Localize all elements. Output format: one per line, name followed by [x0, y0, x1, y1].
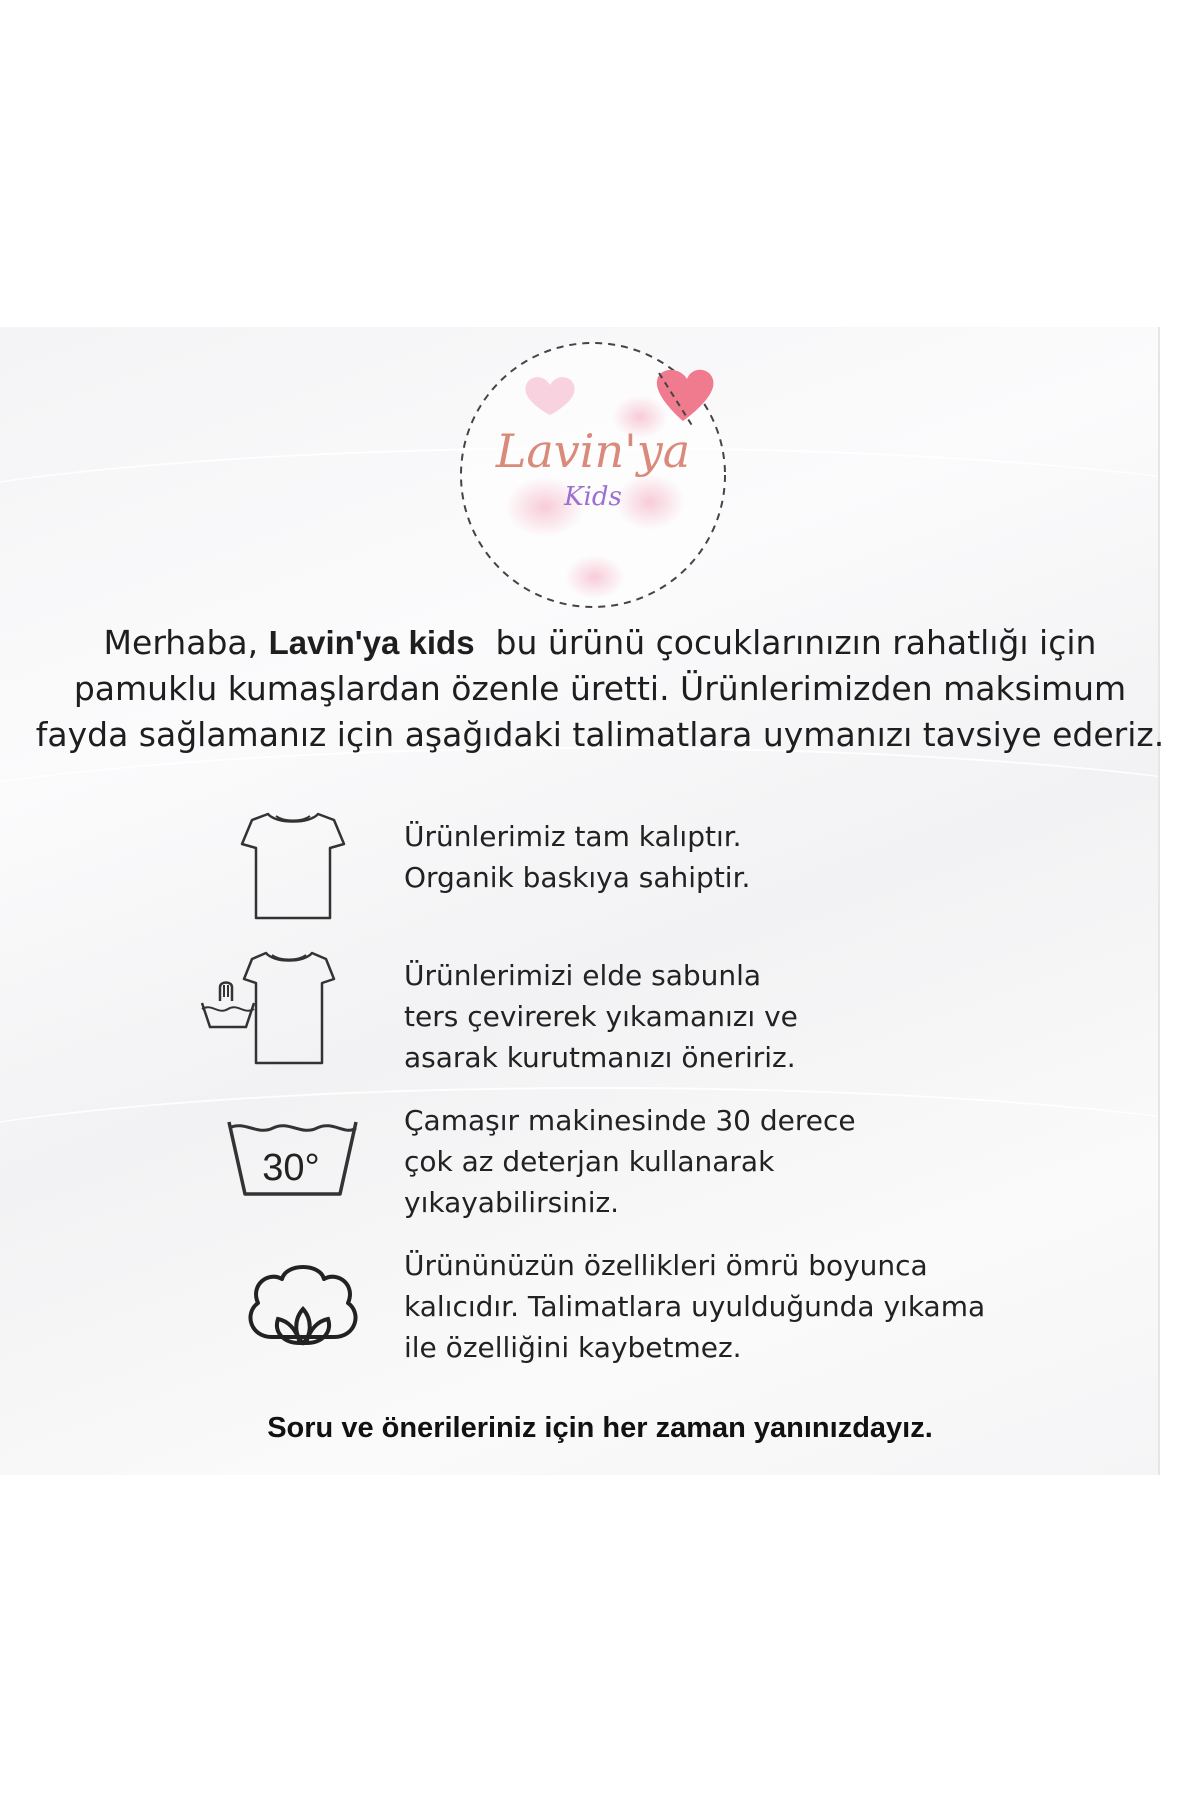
intro-line2: pamuklu kumaşlardan özenle üretti. Ürünlerimizden maksimum	[73, 669, 1127, 708]
instruction-line: Çamaşır makinesinde 30 derece	[404, 1104, 856, 1137]
intro-paragraph	[0, 620, 1200, 758]
instruction-line: Ürünlerimiz tam kalıptır.	[404, 820, 742, 853]
tshirt-icon	[238, 808, 348, 924]
instruction-line: yıkayabilirsiniz.	[404, 1186, 620, 1219]
instruction-line: asarak kurutmanızı öneririz.	[404, 1041, 796, 1074]
instruction-line: ters çevirerek yıkamanızı ve	[404, 1000, 798, 1033]
logo-brand-text: Lavin'ya	[495, 424, 691, 478]
instruction-line: Ürününüzün özellikleri ömrü boyunca	[404, 1249, 928, 1282]
lavinya-logo	[455, 337, 731, 613]
intro-line3: fayda sağlamanız için aşağıdaki talimatlara uymanızı tavsiye ederiz.	[35, 715, 1165, 754]
instruction-line: Ürünlerimizi elde sabunla	[404, 959, 762, 992]
intro-line1-rest: bu ürünü çocuklarınızın rahatlığı için	[495, 623, 1097, 662]
instruction-line: Organik baskıya sahiptir.	[404, 861, 751, 894]
wash-temp-label: 30°	[262, 1147, 320, 1189]
intro-lead: Merhaba,	[103, 623, 259, 662]
cotton-icon	[242, 1257, 364, 1357]
handwash-tshirt-icon	[198, 947, 348, 1071]
instruction-line: kalıcıdır. Talimatlara uyulduğunda yıkama	[404, 1290, 986, 1323]
intro-brand: Lavin'ya kids	[268, 624, 475, 661]
instruction-line: ile özelliğini kaybetmez.	[404, 1331, 742, 1364]
instruction-line: çok az deterjan kullanarak	[404, 1145, 775, 1178]
wash-30-icon	[225, 1118, 360, 1198]
logo-sub-text: Kids	[564, 482, 622, 512]
footer-text: Soru ve önerileriniz için her zaman yanınızdayız.	[267, 1412, 933, 1444]
